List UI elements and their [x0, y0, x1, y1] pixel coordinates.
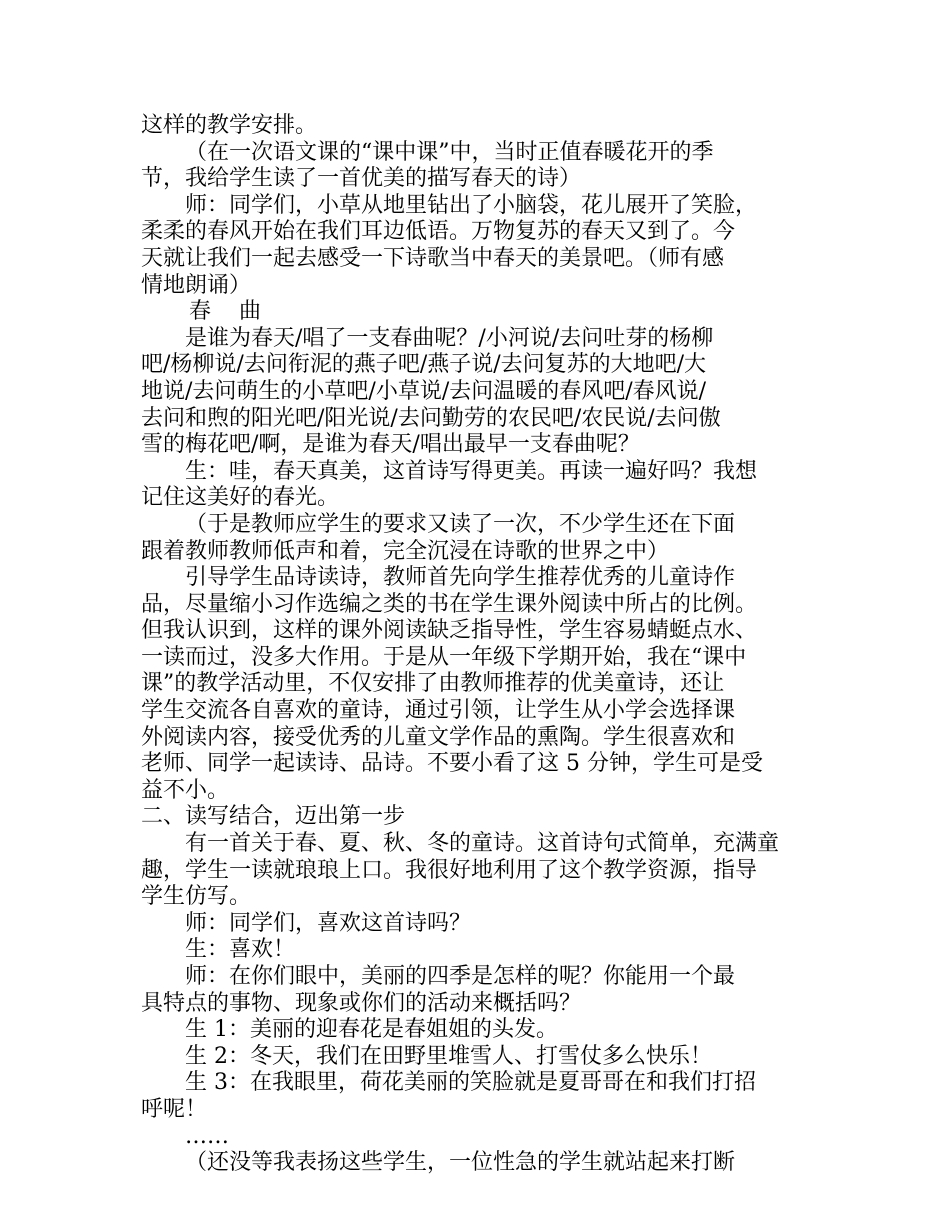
- document-page: [141, 113, 813, 1177]
- text-line: 师：同学们，喜欢这首诗吗？: [185, 910, 472, 936]
- text-line: 情地朗诵）: [141, 272, 252, 298]
- text-line: 节，我给学生读了一首优美的描写春天的诗）: [141, 166, 582, 192]
- text-line: 生：喜欢！: [185, 937, 296, 963]
- text-line: 课”的教学活动里，不仅安排了由教师推荐的优美童诗，还让: [141, 671, 725, 697]
- text-line: 师：同学们，小草从地里钻出了小脑袋，花儿展开了笑脸，: [185, 192, 758, 218]
- text-line: 具特点的事物、现象或你们的活动来概括吗？: [141, 990, 582, 1016]
- text-line: 去问和煦的阳光吧/阳光说/去问勤劳的农民吧/农民说/去问傲: [141, 405, 721, 431]
- text-line: 跟着教师教师低声和着，完全沉浸在诗歌的世界之中）: [141, 538, 670, 564]
- text-line: 有一首关于春、夏、秋、冬的童诗。这首诗句式简单，充满童: [185, 831, 780, 857]
- text-line: 呼呢！: [141, 1096, 208, 1122]
- text-line: 一读而过，没多大作用。于是从一年级下学期开始，我在“课中: [141, 644, 747, 670]
- text-line: 学生交流各自喜欢的童诗，通过引领，让学生从小学会选择课: [141, 698, 736, 724]
- text-line: 外阅读内容，接受优秀的儿童文学作品的熏陶。学生很喜欢和: [141, 724, 736, 750]
- text-line: 是谁为春天/唱了一支春曲呢？/小河说/去问吐芽的杨柳: [185, 325, 714, 351]
- text-line: 生：哇，春天真美，这首诗写得更美。再读一遍好吗？我想: [185, 458, 758, 484]
- text-line: 生 1：美丽的迎春花是春姐姐的头发。: [185, 1017, 558, 1043]
- text-line: （于是教师应学生的要求又读了一次，不少学生还在下面: [185, 511, 736, 537]
- text-line: 师：在你们眼中，美丽的四季是怎样的呢？你能用一个最: [185, 964, 736, 989]
- text-line: 益不小。: [141, 777, 230, 803]
- text-line: （在一次语文课的“课中课”中，当时正值春暖花开的季: [185, 139, 714, 165]
- text-line: 趣，学生一读就琅琅上口。我很好地利用了这个教学资源，指导: [141, 857, 758, 883]
- text-line: 记住这美好的春光。: [141, 485, 340, 511]
- text-line: 这样的教学安排。: [141, 113, 318, 138]
- text-line: 但我认识到，这样的课外阅读缺乏指导性，学生容易蜻蜓点水、: [141, 618, 758, 644]
- text-line: 老师、同学一起读诗、品诗。不要小看了这 5 分钟，学生可是受: [141, 751, 763, 777]
- text-line: 柔柔的春风开始在我们耳边低语。万物复苏的春天又到了。今: [141, 219, 736, 245]
- text-line: 雪的梅花吧/啊，是谁为春天/唱出最早一支春曲呢？: [141, 432, 640, 458]
- text-line: 地说/去问萌生的小草吧/小草说/去问温暖的春风吧/春风说/: [141, 378, 707, 404]
- text-line: 生 3：在我眼里，荷花美丽的笑脸就是夏哥哥在和我们打招: [185, 1070, 756, 1096]
- text-line: （还没等我表扬这些学生，一位性急的学生就站起来打断: [185, 1150, 736, 1176]
- text-line: ……: [185, 1123, 229, 1149]
- text-line: 引导学生品诗读诗，教师首先向学生推荐优秀的儿童诗作: [185, 565, 736, 591]
- text-line: 学生仿写。: [141, 884, 252, 910]
- text-line: 吧/杨柳说/去问衔泥的燕子吧/燕子说/去问复苏的大地吧/大: [141, 352, 707, 378]
- text-line: 天就让我们一起去感受一下诗歌当中春天的美景吧。（师有感: [141, 245, 725, 271]
- text-line: 品，尽量缩小习作选编之类的书在学生课外阅读中所占的比例。: [141, 591, 758, 617]
- poem-title: 春 曲: [189, 299, 261, 325]
- section-heading: 二、读写结合，迈出第一步: [141, 804, 406, 830]
- text-line: 生 2：冬天，我们在田野里堆雪人、打雪仗多么快乐！: [185, 1043, 712, 1069]
